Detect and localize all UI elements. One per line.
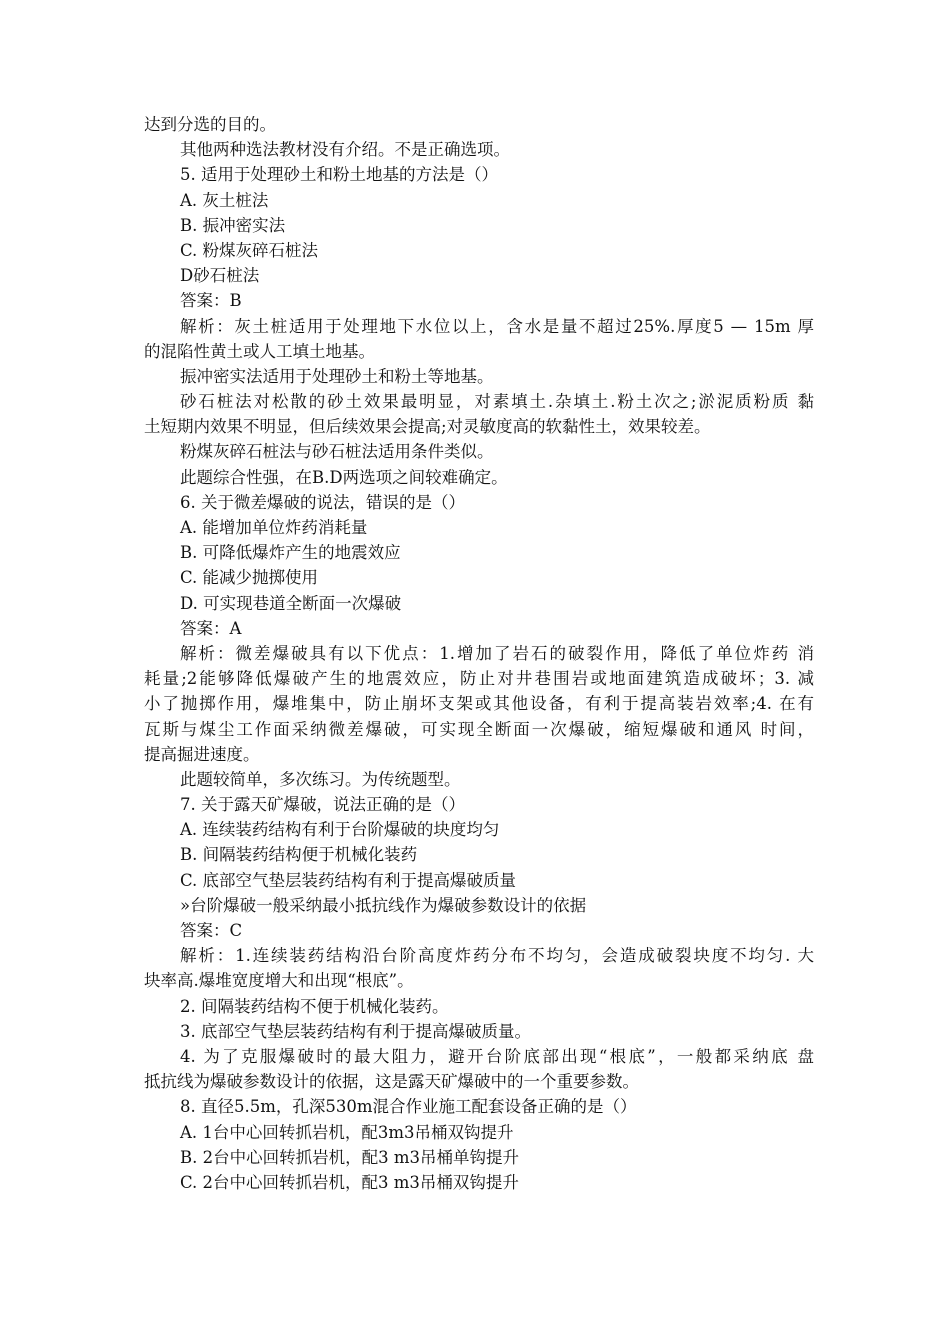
question-6: 6. 关于微差爆破的说法，错误的是（） xyxy=(180,492,465,512)
question-5: 5. 适用于处理砂土和粉土地基的方法是（） xyxy=(180,165,498,185)
analysis-line: 耗量;2能够降低爆破产生的地震效应，防止对井巷围岩或地面建筑造成破坏；3. 减 xyxy=(144,669,814,689)
analysis-line: 土短期内效果不明显，但后续效果会提高;对灵敏度高的软黏性土，效果较差。 xyxy=(144,417,711,437)
analysis-line: 砂石桩法对松散的砂土效果最明显，对素填土.杂填土.粉土次之;淤泥质粉质 黏 xyxy=(180,392,814,412)
analysis-line: 提高掘进速度。 xyxy=(144,744,260,764)
option-c: C. 粉煤灰碎石桩法 xyxy=(180,240,319,260)
comment-line: 此题综合性强，在B.D两选项之间较难确定。 xyxy=(180,467,508,487)
option-b: B. 振冲密实法 xyxy=(180,215,286,235)
analysis-line: 解析：微差爆破具有以下优点：1.增加了岩石的破裂作用，降低了单位炸药 消 xyxy=(180,643,814,663)
answer-line: 答案：B xyxy=(180,291,242,311)
analysis-line: 的混陷性黄土或人工填土地基。 xyxy=(144,341,375,361)
answer-line: 答案：A xyxy=(180,618,242,638)
option-c: C. 2台中心回转抓岩机，配3 m3吊桶双钩提升 xyxy=(180,1172,519,1192)
option-c: C. 底部空气垫层装药结构有利于提高爆破质量 xyxy=(180,870,517,890)
analysis-line: 4. 为了克服爆破时的最大阻力，避开台阶底部出现“根底”，一般都采纳底 盘 xyxy=(180,1046,814,1066)
paragraph-continuation: 达到分选的目的。 xyxy=(144,115,276,134)
option-d: D. 可实现巷道全断面一次爆破 xyxy=(180,593,402,613)
question-7: 7. 关于露天矿爆破，说法正确的是（） xyxy=(180,795,465,815)
comment-line: 此题较简单，多次练习。为传统题型。 xyxy=(180,769,461,789)
document-body xyxy=(144,112,814,1195)
paragraph-line: 其他两种选法教材没有介绍。不是正确选项。 xyxy=(180,140,510,160)
analysis-line: 小了抛掷作用，爆堆集中，防止崩坏支架或其他设备，有利于提高装岩效率;4. 在有 xyxy=(144,694,814,714)
option-d: D砂石桩法 xyxy=(180,266,260,286)
option-c: C. 能减少抛掷使用 xyxy=(180,568,319,588)
option-a: A. 1台中心回转抓岩机，配3m3吊桶双钩提升 xyxy=(180,1122,514,1142)
option-a: A. 连续装药结构有利于台阶爆破的块度均匀 xyxy=(180,820,500,840)
analysis-line: 块率高.爆堆宽度增大和出现“根底”。 xyxy=(144,971,414,991)
option-b: B. 可降低爆炸产生的地震效应 xyxy=(180,543,401,563)
analysis-line: 3. 底部空气垫层装药结构有利于提高爆破质量。 xyxy=(180,1021,531,1041)
option-b: B. 间隔装药结构便于机械化装药 xyxy=(180,845,418,865)
answer-line: 答案：C xyxy=(180,921,243,940)
option-b: B. 2台中心回转抓岩机，配3 m3吊桶单钩提升 xyxy=(180,1147,519,1167)
question-8: 8. 直径5.5m，孔深530m混合作业施工配套设备正确的是（） xyxy=(180,1097,637,1117)
option-d: »台阶爆破一般采纳最小抵抗线作为爆破参数设计的依据 xyxy=(180,895,587,915)
analysis-line: 抵抗线为爆破参数设计的依据，这是露天矿爆破中的一个重要参数。 xyxy=(144,1072,639,1092)
analysis-line: 粉煤灰碎石桩法与砂石桩法适用条件类似。 xyxy=(180,442,494,462)
option-a: A. 灰土桩法 xyxy=(180,190,269,210)
analysis-line: 瓦斯与煤尘工作面采纳微差爆破，可实现全断面一次爆破，缩短爆破和通风 时间， xyxy=(144,719,814,739)
analysis-line: 解析：灰土桩适用于处理地下水位以上，含水是量不超过25%.厚度5 — 15m 厚 xyxy=(180,316,814,336)
option-a: A. 能增加单位炸药消耗量 xyxy=(180,518,368,537)
analysis-line: 振冲密实法适用于处理砂土和粉土等地基。 xyxy=(180,366,494,386)
analysis-line: 解析：1.连续装药结构沿台阶高度炸药分布不均匀，会造成破裂块度不均匀. 大 xyxy=(180,946,814,966)
analysis-line: 2. 间隔装药结构不便于机械化装药。 xyxy=(180,996,449,1016)
